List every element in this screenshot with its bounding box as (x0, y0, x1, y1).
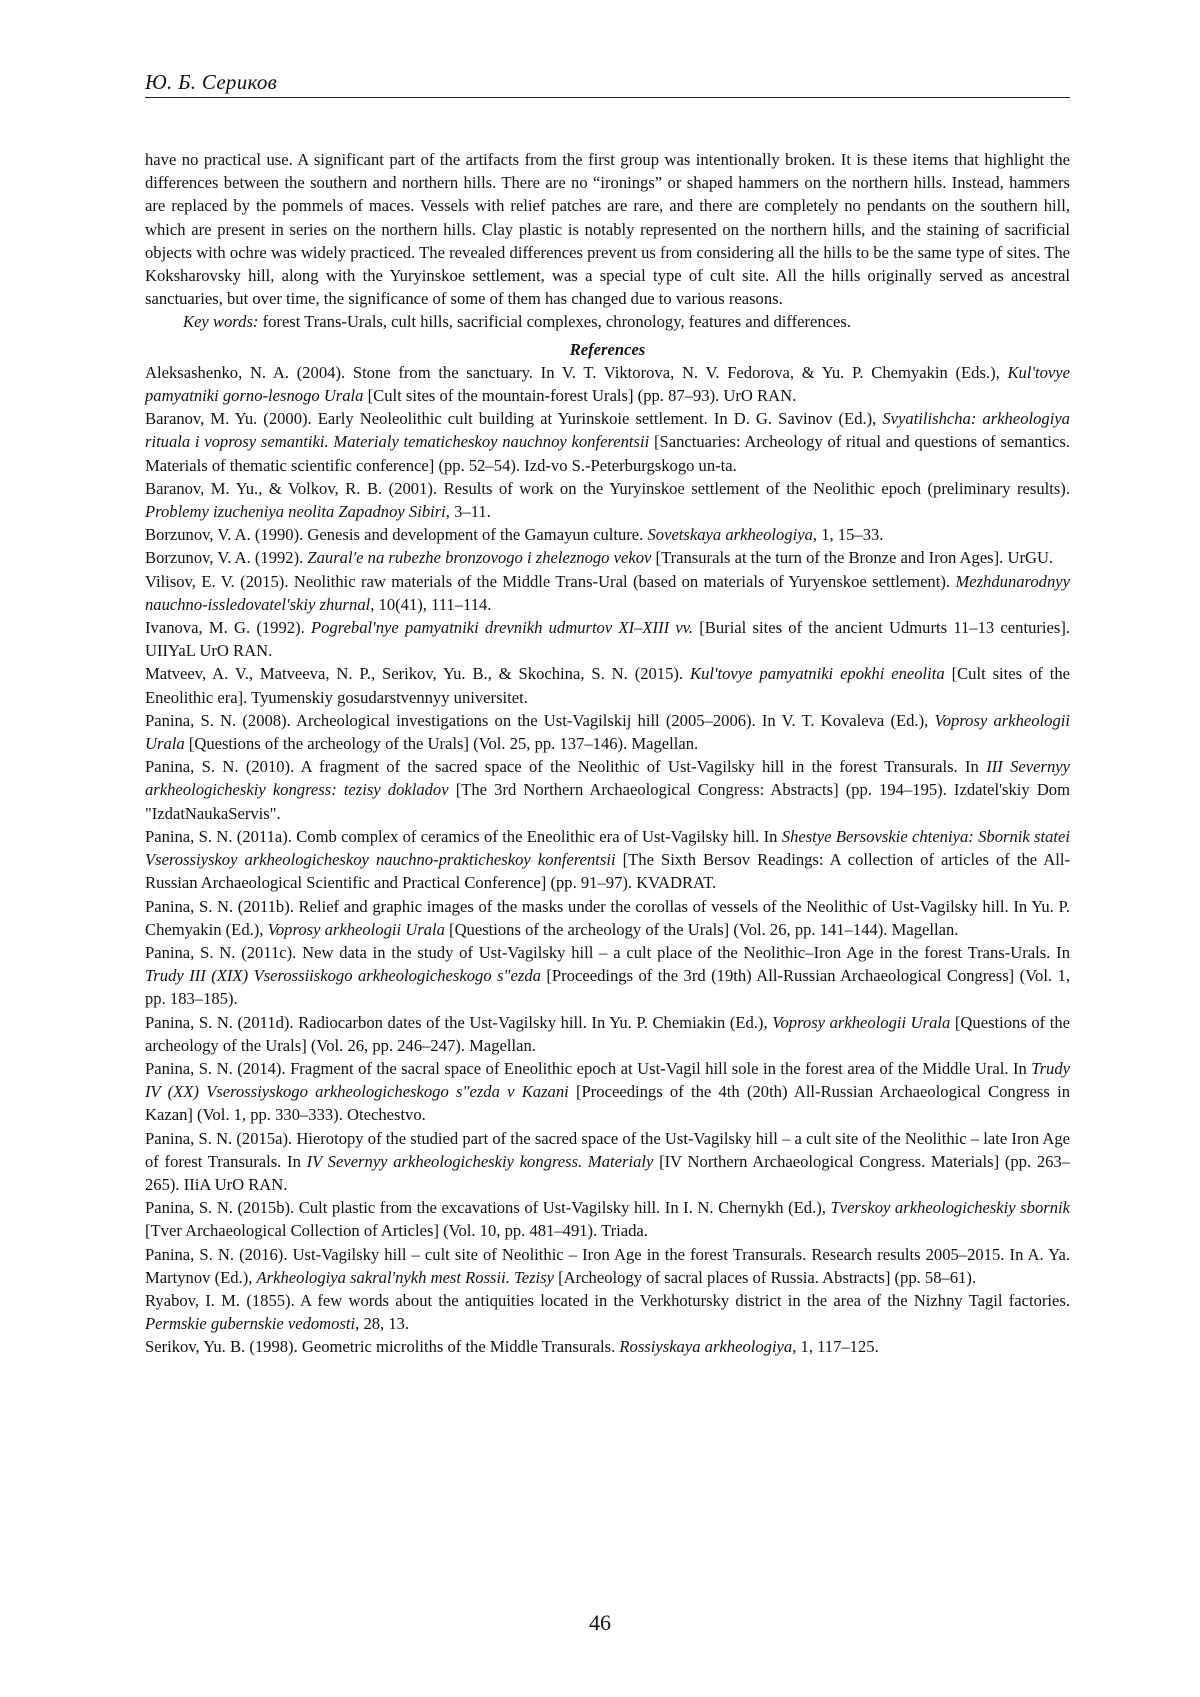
reference-title: Voprosy arkheologii Urala (145, 711, 1070, 753)
references-list (145, 361, 1070, 1359)
reference-item (145, 895, 1070, 941)
reference-text: , 1, 15–33. (813, 525, 884, 544)
references-heading: References (145, 338, 1070, 361)
reference-text: Borzunov, V. A. (1992). (145, 548, 307, 567)
reference-title: IV Severnyy arkheologicheskiy kongress. Materialy (307, 1152, 654, 1171)
reference-text: , 28, 13. (355, 1314, 409, 1333)
reference-text: , 3–11. (446, 502, 491, 521)
reference-title: Zaural'e na rubezhe bronzovogo i zheleznogo vekov (307, 548, 651, 567)
reference-text: [Cult sites of the mountain-forest Urals] (pp. 87–93). UrO RAN. (363, 386, 796, 405)
reference-item (145, 1243, 1070, 1289)
reference-text: Baranov, M. Yu., & Volkov, R. B. (2001). Results of work on the Yuryinskoe settlement of the Neolithic epoch (preliminary results). (145, 479, 1070, 498)
reference-item (145, 570, 1070, 616)
reference-text: , 10(41), 111–114. (370, 595, 491, 614)
reference-item (145, 361, 1070, 407)
reference-text: Panina, S. N. (2011d). Radiocarbon dates of the Ust-Vagilsky hill. In Yu. P. Chemiakin (Ed.), (145, 1013, 772, 1032)
reference-text: Panina, S. N. (2016). Ust-Vagilsky hill – cult site of Neolithic – Iron Age in the forest Transurals. Research results 2005–2015. In A. Ya. Martynov (Ed.), (145, 1245, 1070, 1287)
reference-text: Panina, S. N. (2010). A fragment of the sacred space of the Neolithic of Ust-Vagilsky hill in the forest Transurals. In (145, 757, 986, 776)
reference-title: Voprosy arkheologii Urala (772, 1013, 950, 1032)
reference-text: Panina, S. N. (2015b). Cult plastic from the excavations of Ust-Vagilsky hill. In I. N. Chernykh (Ed.), (145, 1198, 830, 1217)
reference-text: [IV Northern Archaeological Congress. Materials] (pp. 263–265). IIiA UrO RAN. (145, 1152, 1070, 1194)
running-header (145, 70, 1070, 98)
reference-title: Tverskoy arkheologicheskiy sbornik (830, 1198, 1070, 1217)
abstract-paragraph: have no practical use. A significant part of the artifacts from the first group was intentionally broken. It is these items that highlight the differences between the southern and northern hills. There are no “ironings” or shaped hammers on the northern hills. Instead, hammers are replaced by the pommels of maces. Vessels with relief patches are rare, and there are completely no pendants on the southern hill, which are present in series on the northern hills. Clay plastic is notably represented on the northern hills, and the staining of sacrificial objects with ochre was widely practiced. The revealed differences prevent us from considering all the hills to be the same type of sites. The Koksharovsky hill, along with the Yuryinskoe settlement, was a special type of cult site. All the hills originally served as ancestral sanctuaries, but over time, the significance of some of them has changed due to various reasons. (145, 148, 1070, 310)
reference-text: Panina, S. N. (2014). Fragment of the sacral space of Eneolithic epoch at Ust-Vagil hill sole in the forest area of the Middle Ural. In (145, 1059, 1031, 1078)
reference-title: Trudy IV (XX) Vserossiyskogo arkheologicheskogo s"ezda v Kazani (145, 1059, 1070, 1101)
reference-text: Ivanova, M. G. (1992). (145, 618, 311, 637)
reference-item (145, 1127, 1070, 1197)
keywords-text: forest Trans-Urals, cult hills, sacrificial complexes, chronology, features and differences. (263, 312, 851, 331)
reference-item (145, 709, 1070, 755)
reference-text: Panina, S. N. (2011c). New data in the study of Ust-Vagilsky hill – a cult place of the Neolithic–Iron Age in the forest Trans-Urals. In (145, 943, 1070, 962)
reference-text: [Proceedings of the 3rd (19th) All-Russian Archaeological Congress] (Vol. 1, pp. 183–185). (145, 966, 1070, 1008)
reference-text: Panina, S. N. (2011a). Comb complex of ceramics of the Eneolithic era of Ust-Vagilsky hill. In (145, 827, 782, 846)
reference-title: Arkheologiya sakral'nykh mest Rossii. Tezisy (257, 1268, 554, 1287)
reference-item (145, 755, 1070, 825)
article-body (145, 148, 1070, 1359)
reference-title: Voprosy arkheologii Urala (268, 920, 445, 939)
reference-text: [Proceedings of the 4th (20th) All-Russian Archaeological Congress in Kazan] (Vol. 1, pp. 330–333). Otechestvo. (145, 1082, 1070, 1124)
page-number: 46 (0, 1610, 1200, 1636)
reference-title: Pogrebal'nye pamyatniki drevnikh udmurtov XI–XIII vv. (311, 618, 693, 637)
reference-text: [The Sixth Bersov Readings: A collection of articles of the All-Russian Archaeological Scientific and Practical Conference] (pp. 91–97). KVADRAT. (145, 850, 1070, 892)
reference-title: Rossiyskaya arkheologiya (619, 1337, 792, 1356)
reference-item (145, 941, 1070, 1011)
reference-title: Kul'tovye pamyatniki gorno-lesnogo Urala (145, 363, 1070, 405)
reference-text: [Questions of the archeology of the Urals] (Vol. 26, pp. 246–247). Magellan. (145, 1013, 1070, 1055)
reference-item (145, 477, 1070, 523)
reference-text: Serikov, Yu. B. (1998). Geometric microliths of the Middle Transurals. (145, 1337, 619, 1356)
running-header-author: Ю. Б. Сериков (145, 70, 277, 94)
keywords-line (145, 310, 1070, 333)
reference-text: , 1, 117–125. (792, 1337, 879, 1356)
reference-title: III Severnyy arkheologicheskiy kongress: tezisy dokladov (145, 757, 1070, 799)
reference-text: Panina, S. N. (2011b). Relief and graphic images of the masks under the corollas of vessels of the Neolithic of Ust-Vagilsky hill. In Yu. P. Chemyakin (Ed.), (145, 897, 1070, 939)
reference-title: Permskie gubernskie vedomosti (145, 1314, 355, 1333)
reference-item (145, 523, 1070, 546)
abstract (145, 148, 1070, 334)
reference-title: Problemy izucheniya neolita Zapadnoy Sibiri (145, 502, 446, 521)
reference-item (145, 407, 1070, 477)
reference-text: Panina, S. N. (2015a). Hierotopy of the studied part of the sacred space of the Ust-Vagilsky hill – a cult site of the Neolithic – late Iron Age of forest Transurals. In (145, 1129, 1070, 1171)
reference-item (145, 825, 1070, 895)
reference-text: [Cult sites of the Eneolithic era]. Tyumenskiy gosudarstvennyy universitet. (145, 664, 1070, 706)
page (0, 0, 1200, 1697)
reference-text: [The 3rd Northern Archaeological Congress: Abstracts] (pp. 194–195). Izdatel'skiy Dom "IzdatNaukaServis". (145, 780, 1070, 822)
reference-title: Mezhdunarodnyy nauchno-issledovatel'skiy zhurnal (145, 572, 1070, 614)
reference-text: Aleksashenko, N. A. (2004). Stone from the sanctuary. In V. T. Viktorova, N. V. Fedorova, & Yu. P. Chemyakin (Eds.), (145, 363, 1007, 382)
reference-title: Kul'tovye pamyatniki epokhi eneolita (690, 664, 945, 683)
reference-item (145, 1196, 1070, 1242)
reference-text: Ryabov, I. M. (1855). A few words about the antiquities located in the Verkhotursky district in the area of the Nizhny Tagil factories. (145, 1291, 1070, 1310)
reference-text: Baranov, M. Yu. (2000). Early Neoleolithic cult building at Yurinskoie settlement. In D. G. Savinov (Ed.), (145, 409, 882, 428)
reference-text: Panina, S. N. (2008). Archeological investigations on the Ust-Vagilskij hill (2005–2006). In V. T. Kovaleva (Ed.), (145, 711, 934, 730)
reference-text: [Archeology of sacral places of Russia. Abstracts] (pp. 58–61). (554, 1268, 976, 1287)
reference-text: [Tver Archaeological Collection of Articles] (Vol. 10, pp. 481–491). Triada. (145, 1221, 648, 1240)
reference-text: Vilisov, E. V. (2015). Neolithic raw materials of the Middle Trans-Ural (based on materials of Yuryenskoe settlement). (145, 572, 955, 591)
reference-text: [Burial sites of the ancient Udmurts 11–13 centuries]. UIIYaL UrO RAN. (145, 618, 1070, 660)
reference-item (145, 616, 1070, 662)
reference-item (145, 1011, 1070, 1057)
reference-text: [Questions of the archeology of the Urals] (Vol. 25, pp. 137–146). Magellan. (185, 734, 699, 753)
reference-text: [Sanctuaries: Archeology of ritual and questions of semantics. Materials of thematic scientific conference] (pp. 52–54). Izd-vo S.-Peterburgskogo un-ta. (145, 432, 1070, 474)
reference-title: Shestye Bersovskie chteniya: Sbornik statei Vserossiyskoy arkheologicheskoy nauchno-prakticheskoy konferentsii (145, 827, 1070, 869)
reference-text: [Transurals at the turn of the Bronze and Iron Ages]. UrGU. (651, 548, 1053, 567)
keywords-label: Key words: (183, 312, 258, 331)
reference-item (145, 546, 1070, 569)
reference-item (145, 1289, 1070, 1335)
reference-text: Matveev, A. V., Matveeva, N. P., Serikov, Yu. B., & Skochina, S. N. (2015). (145, 664, 690, 683)
reference-title: Svyatilishcha: arkheologiya rituala i voprosy semantiki. Materialy tematicheskoy nauchnoy konferentsii (145, 409, 1070, 451)
reference-item (145, 1335, 1070, 1358)
reference-title: Trudy III (XIX) Vserossiiskogo arkheologicheskogo s"ezda (145, 966, 541, 985)
reference-text: [Questions of the archeology of the Urals] (Vol. 26, pp. 141–144). Magellan. (445, 920, 959, 939)
reference-item (145, 662, 1070, 708)
reference-item (145, 1057, 1070, 1127)
reference-title: Sovetskaya arkheologiya (647, 525, 812, 544)
reference-text: Borzunov, V. A. (1990). Genesis and development of the Gamayun culture. (145, 525, 647, 544)
